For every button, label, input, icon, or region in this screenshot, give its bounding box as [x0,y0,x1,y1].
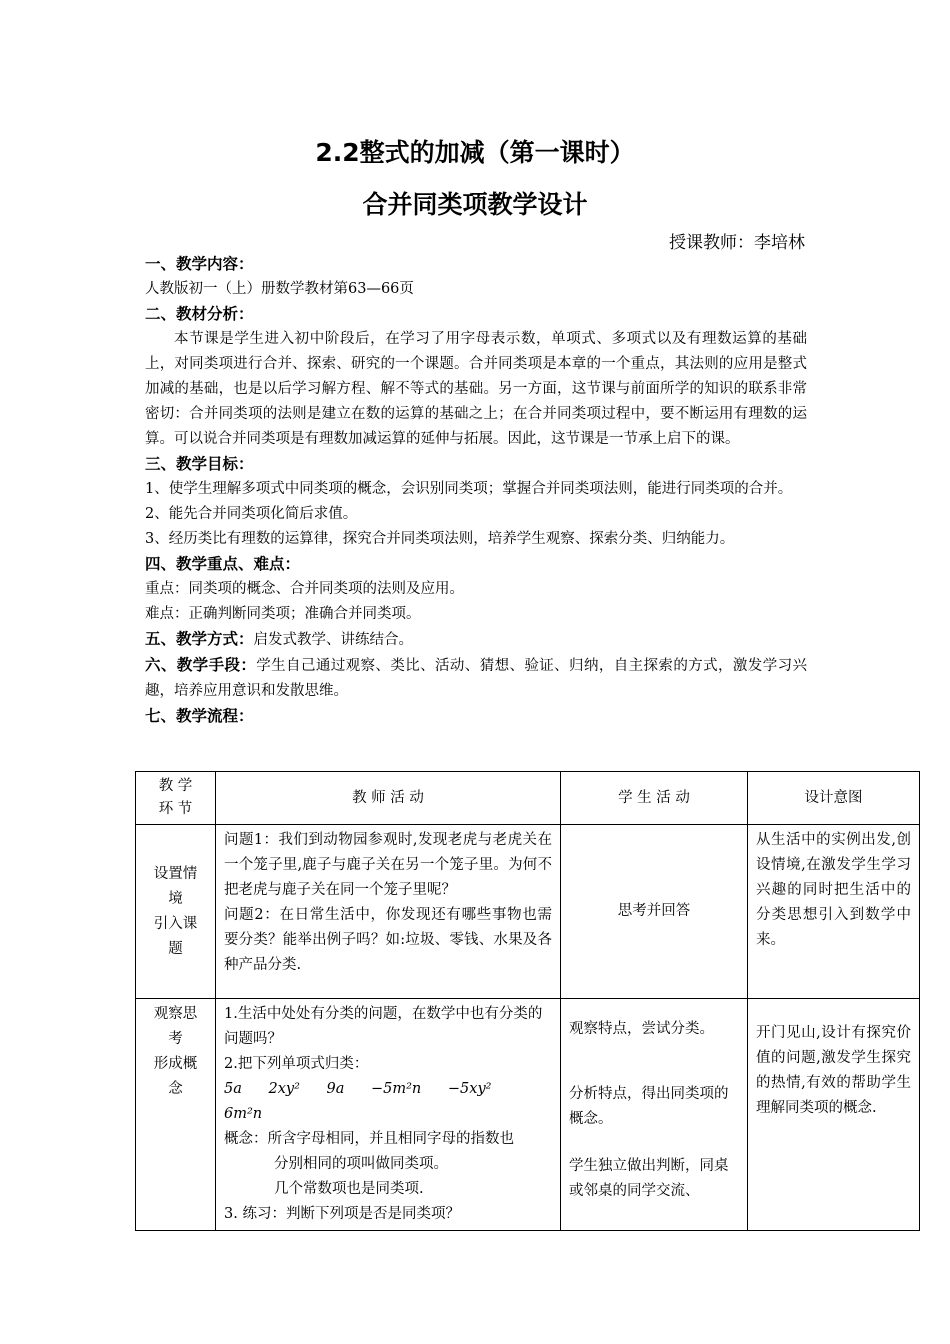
teaching-flow-table [135,771,920,1231]
section-3-heading: 三、教学目标： [145,455,254,473]
student-line: 学生独立做出判断，同桌或邻桌的同学交流、 [569,1158,729,1199]
goal-item: 3、经历类比有理数的运算律，探究合并同类项法则，培养学生观察、探索分类、归纳能力。 [145,531,735,547]
section-1-heading: 一、教学内容： [145,255,254,273]
key-point: 重点：同类项的概念、合并同类项的法则及应用。 [145,581,464,597]
teacher-name: 授课教师：李培林 [669,233,805,253]
concept-line: 分别相同的项叫做同类项。 [274,1156,448,1172]
design-intent-cell: 开门见山,设计有探究价值的问题,激发学生探究的热情,有效的帮助学生理解同类项的概念. [748,999,920,1231]
difficult-point: 难点：正确判断同类项；准确合并同类项。 [145,606,421,622]
monomial-list [224,1077,552,1127]
document-title: 2.2整式的加减（第一课时） [315,138,635,167]
exercise-line: 3. 练习：判断下列项是否是同类项？ [224,1206,460,1222]
design-intent-cell: 从生活中的实例出发,创设情境,在激发学生学习兴趣的同时把生活中的分类思想引入到数学中来。 [748,825,920,999]
student-line: 观察特点，尝试分类。 [569,1021,714,1037]
table-header-row [136,772,920,825]
teacher-line: 1.生活中处处有分类的问题，在数学中也有分类的问题吗？ [224,1006,543,1047]
section-5-text: 启发式教学、讲练结合。 [253,632,414,648]
header-stage: 教 学 环 节 [136,772,216,825]
section-2-heading: 二、教材分析： [145,305,254,323]
header-teacher: 教 师 活 动 [216,772,561,825]
section-5-heading: 五、教学方式： [145,630,254,648]
stage-cell: 设置情 境 引入课 题 [136,825,216,999]
section-2-text: 本节课是学生进入初中阶段后，在学习了用字母表示数，单项式、多项式以及有理数运算的基础上，对同类项进行合并、探索、研究的一个课题。合并同类项是本章的一个重点，其法则的应用是整式加减的基础，也是以后学习解方程、解不等式的基础。另一方面，这节课与前面所学的知识的联系非常密切：合并同类项的法则是建立在数的运算的基础之上；在合并同类项过程中，要不断运用有理数的运算。可以说合并同类项是有理数加减运算的延伸与拓展。因此，这节课是一节承上启下的课。 [145,331,807,447]
section-6-heading: 六、教学手段： [145,656,257,674]
section-6 [145,653,807,704]
monomial-term: −5xy² [447,1081,492,1097]
table-row [136,999,920,1231]
teacher-activity-cell: 问题1：我们到动物园参观时,发现老虎与老虎关在一个笼子里,鹿子与鹿子关在另一个笼子里。为何不把老虎与鹿子关在同一个笼子里呢？ 问题2：在日常生活中，你发现还有哪些事物也需要分类？能举出例子吗？如:垃圾、零钱、水果及各种产品分类. [216,825,561,999]
section-7-heading: 七、教学流程： [145,707,254,725]
document-subtitle: 合并同类项教学设计 [362,190,588,219]
teacher-line: 2.把下列单项式归类： [224,1056,369,1072]
header-student: 学 生 活 动 [561,772,748,825]
header-intent: 设计意图 [748,772,920,825]
teacher-activity-cell [216,999,561,1231]
monomial-term: 5a [224,1081,242,1097]
monomial-term: 9a [326,1081,345,1097]
section-5 [145,627,807,653]
student-line: 分析特点，得出同类项的概念。 [569,1086,729,1127]
monomial-term: −5m²n [371,1081,422,1097]
student-activity-cell [561,999,748,1231]
goal-item: 2、能先合并同类项化简后求值。 [145,506,358,522]
section-4-heading: 四、教学重点、难点： [145,555,301,573]
concept-line: 概念：所含字母相同，并且相同字母的指数也 [224,1131,514,1147]
table-row [136,825,920,999]
goal-item: 1、使学生理解多项式中同类项的概念，会识别同类项；掌握合并同类项法则，能进行同类项的合并。 [145,481,793,497]
section-1-text: 人教版初一（上）册数学教材第63—66页 [145,281,414,297]
section-6-text: 学生自己通过观察、类比、活动、猜想、验证、归纳，自主探索的方式，激发学习兴趣，培养应用意识和发散思维。 [145,658,807,699]
monomial-term: 2xy² [268,1081,300,1097]
content-body [145,252,807,729]
monomial-term: 6m²n [224,1106,263,1122]
student-activity-cell: 思考并回答 [561,825,748,999]
stage-cell: 观察思 考 形成概 念 [136,999,216,1231]
concept-line: 几个常数项也是同类项. [274,1181,424,1197]
